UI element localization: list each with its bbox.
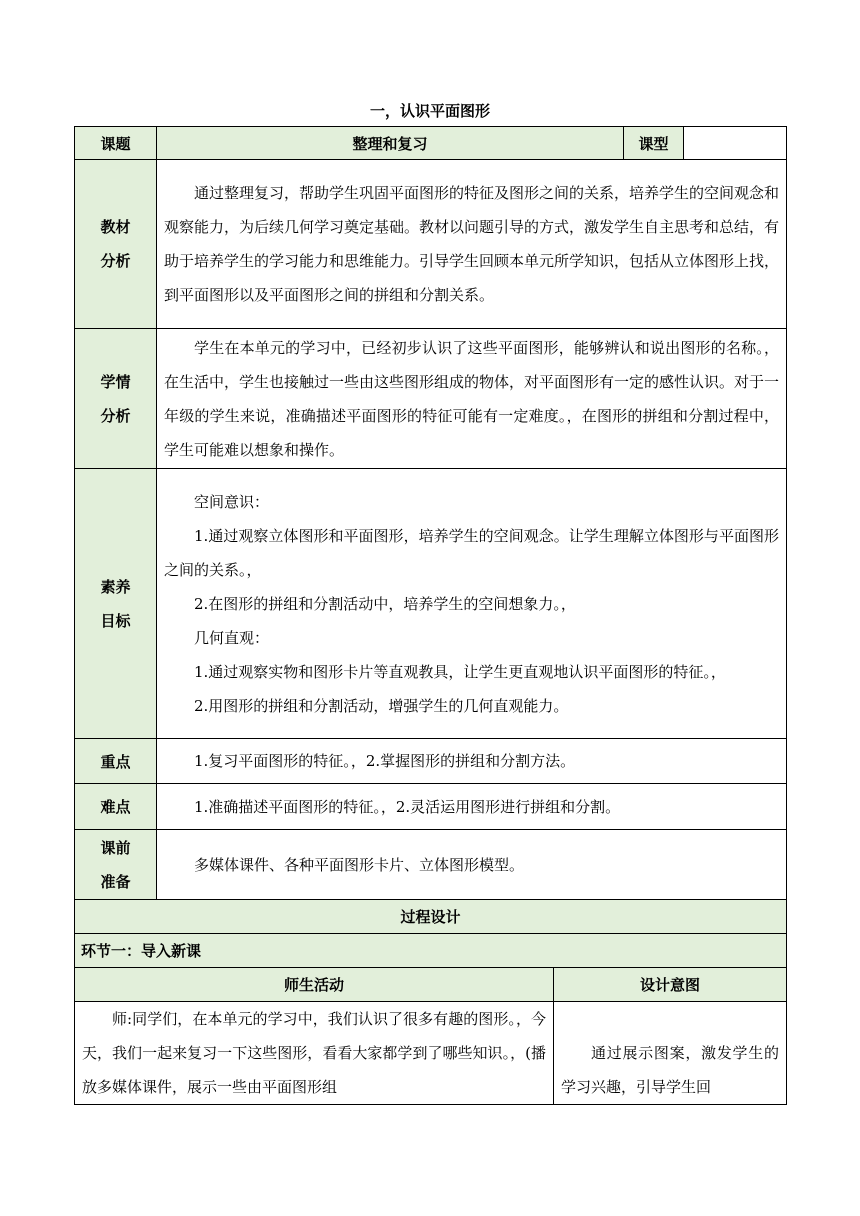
topic-label: 课题 [75,127,157,160]
column-header-row [75,968,787,1002]
page-title: 一，认识平面图形 [369,102,490,120]
student-analysis-label: 学情 分析 [75,329,157,469]
type-value [684,127,787,160]
goals-row [75,469,787,739]
stage-title: 环节一：导入新课 [75,934,787,968]
preparation-row [75,830,787,900]
goals-line: 1.通过观察实物和图形卡片等直观教具，让学生更直观地认识平面图形的特征。， [194,662,726,681]
process-title: 过程设计 [75,900,787,934]
student-analysis-row [75,329,787,469]
intent-column-header: 设计意图 [554,968,787,1002]
textbook-analysis-row [75,160,787,329]
activity-row [75,1002,787,1105]
difficulties-text: 1.准确描述平面图形的特征。，2.灵活运用图形进行拼组和分割。 [157,784,787,830]
goals-line: 1.通过观察立体图形和平面图形，培养学生的空间观念。让学生理解立体图形与平面图形之间的关系。， [164,526,780,579]
preparation-label: 课前 准备 [75,830,157,900]
activity-column-header: 师生活动 [75,968,554,1002]
key-points-label: 重点 [75,739,157,784]
preparation-text: 多媒体课件、各种平面图形卡片、立体图形模型。 [157,830,787,900]
lesson-plan-table [74,126,787,1105]
goals-text [157,469,787,739]
goals-line: 空间意识： [194,492,270,511]
textbook-analysis-text: 通过整理复习，帮助学生巩固平面图形的特征及图形之间的关系，培养学生的空间观念和观察能力，为后续几何学习奠定基础。教材以问题引导的方式，激发学生自主思考和总结，有助于培养学生的学习能力和思维能力。引导学生回顾本单元所学知识，包括从立体图形上找，到平面图形以及平面图形之间的拼组和分割关系。 [157,160,787,329]
topic-value: 整理和复习 [157,127,624,160]
difficulties-label: 难点 [75,784,157,830]
stage-row [75,934,787,968]
difficulties-row [75,784,787,830]
textbook-analysis-label: 教材 分析 [75,160,157,329]
goals-line: 2.用图形的拼组和分割活动，增强学生的几何直观能力。 [194,696,569,715]
goals-line: 几何直观： [194,628,270,647]
goals-label: 素养 目标 [75,469,157,739]
key-points-text: 1.复习平面图形的特征。，2.掌握图形的拼组和分割方法。 [157,739,787,784]
topic-row [75,127,787,160]
student-analysis-text: 学生在本单元的学习中，已经初步认识了这些平面图形，能够辨认和说出图形的名称。，在生活中，学生也接触过一些由这些图形组成的物体，对平面图形有一定的感性认识。对于一年级的学生来说，准确描述平面图形的特征可能有一定难度。，在图形的拼组和分割过程中，学生可能难以想象和操作。 [157,329,787,469]
intent-text: 通过展示图案，激发学生的学习兴趣，引导学生回 [554,1002,787,1105]
process-title-row [75,900,787,934]
goals-line: 2.在图形的拼组和分割活动中，培养学生的空间想象力。， [194,594,576,613]
type-label: 课型 [624,127,684,160]
activity-text: 师:同学们，在本单元的学习中，我们认识了很多有趣的图形。，今天，我们一起来复习一下这些图形，看看大家都学到了哪些知识。，(播放多媒体课件，展示一些由平面图形组 [75,1002,554,1105]
key-points-row [75,739,787,784]
